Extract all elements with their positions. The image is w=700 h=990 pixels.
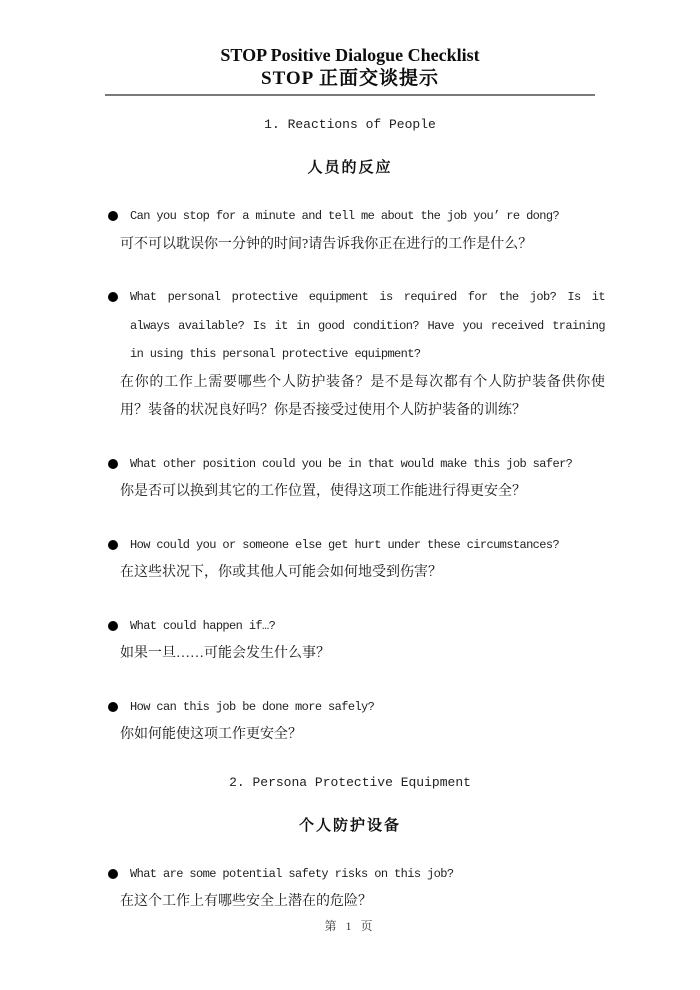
item-text-en: How could you or someone else get hurt under these circumstances? — [130, 537, 560, 552]
bullet-list — [0, 202, 700, 750]
item-text-zh: 可不可以耽误你一分钟的时间?请告诉我你正在进行的工作是什么？ — [120, 236, 533, 252]
item-text-en: What other position could you be in that would make this job safer? — [130, 456, 573, 471]
document-title-zh: STOP 正面交谈提示 — [261, 68, 439, 89]
item-text-zh: 你是否可以换到其它的工作位置，使得这项工作能进行得更安全？ — [120, 484, 526, 499]
bullet-icon — [108, 211, 118, 221]
item-text-en: What are some potential safety risks on this job? — [130, 866, 454, 881]
item-text-en: What could happen if…? — [130, 618, 276, 633]
list-item — [108, 612, 605, 669]
title-underline — [105, 94, 595, 96]
section-heading-en: 1. Reactions of People — [264, 117, 436, 132]
item-text-zh: 在你的工作上需要哪些个人防护装备？是不是每次都有个人防护装备供你使用？装备的状况良好吗？你是否接受过使用个人防护装备的训练？ — [120, 374, 605, 418]
item-text-en: What personal protective equipment is required for the job? Is it always available? Is it in good condition? Have you received training in using this personal protective equipment? — [130, 290, 605, 361]
item-text-en: Can you stop for a minute and tell me about the job you’ re dong? — [130, 209, 560, 223]
item-text-zh: 在这个工作上有哪些安全上潜在的危险？ — [120, 894, 372, 909]
item-text-en: How can this job be done more safely? — [130, 699, 375, 714]
list-item — [108, 860, 605, 917]
item-text-zh: 如果一旦……可能会发生什么事？ — [120, 646, 330, 661]
item-text-zh: 你如何能使这项工作更安全？ — [120, 727, 302, 742]
bullet-list — [0, 860, 700, 917]
section-reactions-of-people — [0, 116, 700, 750]
list-item — [108, 450, 605, 507]
bullet-icon — [108, 540, 118, 550]
page-number: 第 1 页 — [324, 919, 376, 933]
section-heading-en: 2. Persona Protective Equipment — [229, 774, 471, 790]
list-item — [108, 283, 605, 426]
list-item — [108, 693, 605, 750]
bullet-icon — [108, 702, 118, 712]
section-personal-protective-equipment — [0, 774, 700, 917]
list-item — [108, 531, 605, 588]
bullet-icon — [108, 292, 118, 302]
list-item — [108, 202, 605, 259]
bullet-icon — [108, 869, 118, 879]
page-footer — [0, 917, 700, 934]
document-title-en: STOP Positive Dialogue Checklist — [220, 45, 480, 65]
item-text-zh: 在这些状况下，你或其他人可能会如何地受到伤害？ — [120, 565, 442, 580]
section-heading-zh: 人员的反应 — [307, 160, 393, 176]
bullet-icon — [108, 621, 118, 631]
bullet-icon — [108, 459, 118, 469]
section-heading-zh: 个人防护设备 — [298, 817, 401, 834]
